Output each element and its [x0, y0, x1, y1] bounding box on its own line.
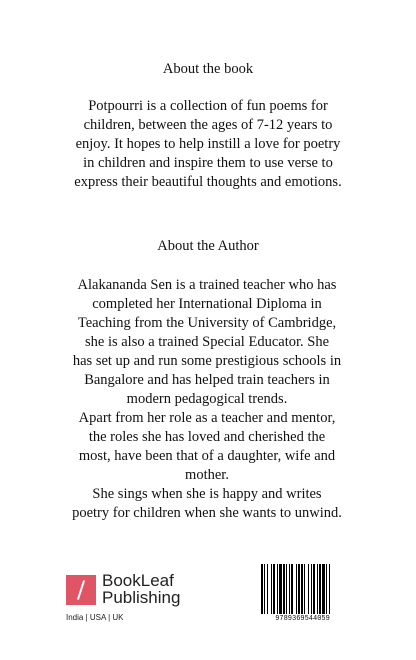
text-line: express their beautiful thoughts and emotions. [74, 174, 342, 190]
text-line: poetry for children when she wants to unwind. [72, 505, 342, 521]
text-line: most, have been that of a daughter, wife and [78, 448, 336, 464]
text-line: completed her International Diploma in [92, 296, 322, 312]
bookleaf-logo-icon [66, 575, 96, 605]
isbn-number: 9789369544059 [275, 615, 330, 623]
text-line: children, between the ages of 7-12 years to [83, 117, 333, 133]
text-line: enjoy. It hopes to help instill a love for poetry [75, 136, 341, 152]
text-line: She sings when she is happy and writes [92, 486, 322, 502]
text-line: mother. [185, 467, 229, 483]
publisher-name-line1: BookLeaf [102, 571, 174, 590]
barcode-icon [259, 564, 346, 614]
text-line: Teaching from the University of Cambridge, [77, 315, 337, 331]
isbn-barcode [255, 560, 350, 630]
about-book-text [60, 97, 356, 192]
text-line: modern pedagogical trends. [126, 391, 288, 407]
about-author-text [53, 276, 361, 523]
text-line: Alakananda Sen is a trained teacher who has [77, 277, 337, 293]
text-line: she is also a trained Special Educator. She [84, 334, 329, 350]
text-line: Apart from her role as a teacher and mentor, [78, 410, 336, 426]
text-line: Bangalore and has helped train teachers in [84, 372, 330, 388]
about-author-heading: About the Author [157, 238, 259, 254]
publisher-name [102, 572, 180, 606]
text-line: Potpourri is a collection of fun poems for [88, 98, 328, 114]
text-line: in children and inspire them to use verse to [83, 155, 333, 171]
publisher-name-line2: Publishing [102, 588, 181, 607]
text-line: has set up and run some prestigious schools in [72, 353, 342, 369]
about-book-heading: About the book [162, 61, 254, 77]
publisher-regions: India | USA | UK [66, 613, 124, 622]
text-line: the roles she has loved and cherished the [88, 429, 326, 445]
